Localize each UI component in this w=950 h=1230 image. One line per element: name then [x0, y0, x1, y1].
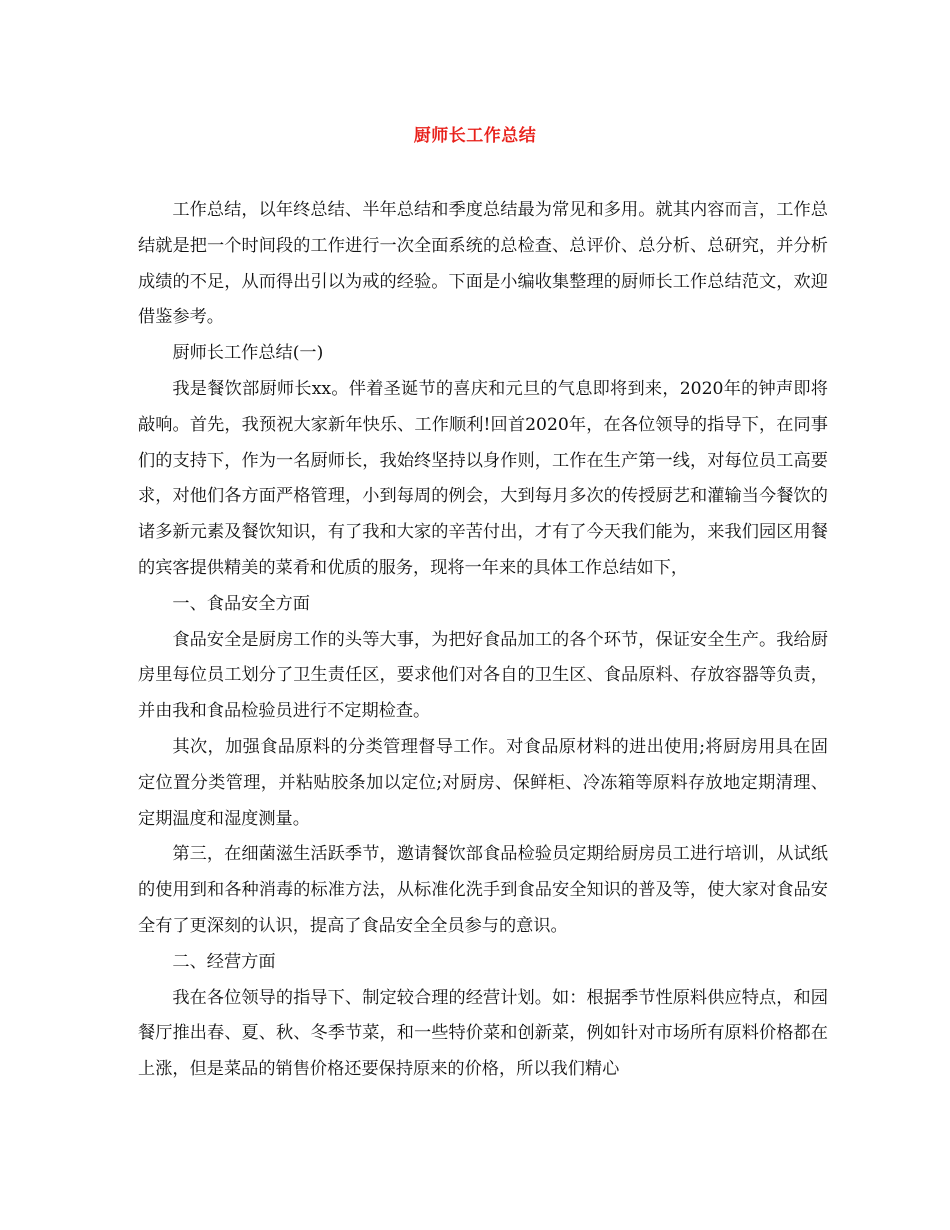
- section-heading-part-one: 厨师长工作总结(一): [172, 343, 324, 364]
- paragraph-training: 第三，在细菌滋生活跃季节，邀请餐饮部食品检验员定期给厨房员工进行培训，从试纸的使用到和各种消毒的标准方法，从标准化洗手到食品安全知识的普及等，使大家对食品安全有了更深刻的认识，提高了食品安全全员参与的意识。: [138, 844, 828, 936]
- document-body: [138, 193, 828, 1088]
- paragraph-intro: 工作总结，以年终总结、半年总结和季度总结最为常见和多用。就其内容而言，工作总结就是把一个时间段的工作进行一次全面系统的总检查、总评价、总分析、总研究，并分析成绩的不足，从而得出引以为戒的经验。下面是小编收集整理的厨师长工作总结范文，欢迎借鉴参考。: [138, 200, 828, 328]
- paragraph-ingredient-management: 其次，加强食品原料的分类管理督导工作。对食品原材料的进出使用;将厨房用具在固定位置分类管理，并粘贴胶条加以定位;对厨房、保鲜柜、冷冻箱等原料存放地定期清理、定期温度和湿度测量。: [138, 736, 828, 829]
- section-heading-operations: 二、经营方面: [172, 951, 276, 972]
- document-title: 厨师长工作总结: [413, 126, 537, 146]
- paragraph-self-introduction: 我是餐饮部厨师长xx。伴着圣诞节的喜庆和元旦的气息即将到来，2020年的钟声即将敲响。首先，我预祝大家新年快乐、工作顺利!回首2020年，在各位领导的指导下，在同事们的支持下，作为一名厨师长，我始终坚持以身作则，工作在生产第一线，对每位员工高要求，对他们各方面严格管理，小到每周的例会，大到每月多次的传授厨艺和灌输当今餐饮的诸多新元素及餐饮知识，有了我和大家的辛苦付出，才有了今天我们能为，来我们园区用餐的宾客提供精美的菜肴和优质的服务，现将一年来的具体工作总结如下，: [138, 378, 828, 578]
- paragraph-food-safety: 食品安全是厨房工作的头等大事，为把好食品加工的各个环节，保证安全生产。我给厨房里每位员工划分了卫生责任区，要求他们对各自的卫生区、食品原料、存放容器等负责，并由我和食品检验员进行不定期检查。: [138, 629, 828, 722]
- paragraph-operations: 我在各位领导的指导下、制定较合理的经营计划。如：根据季节性原料供应特点，和园餐厅推出春、夏、秋、冬季节菜，和一些特价菜和创新菜，例如针对市场所有原料价格都在上涨，但是菜品的销售价格还要保持原来的价格，所以我们精心: [138, 987, 828, 1080]
- section-heading-food-safety: 一、食品安全方面: [172, 593, 310, 614]
